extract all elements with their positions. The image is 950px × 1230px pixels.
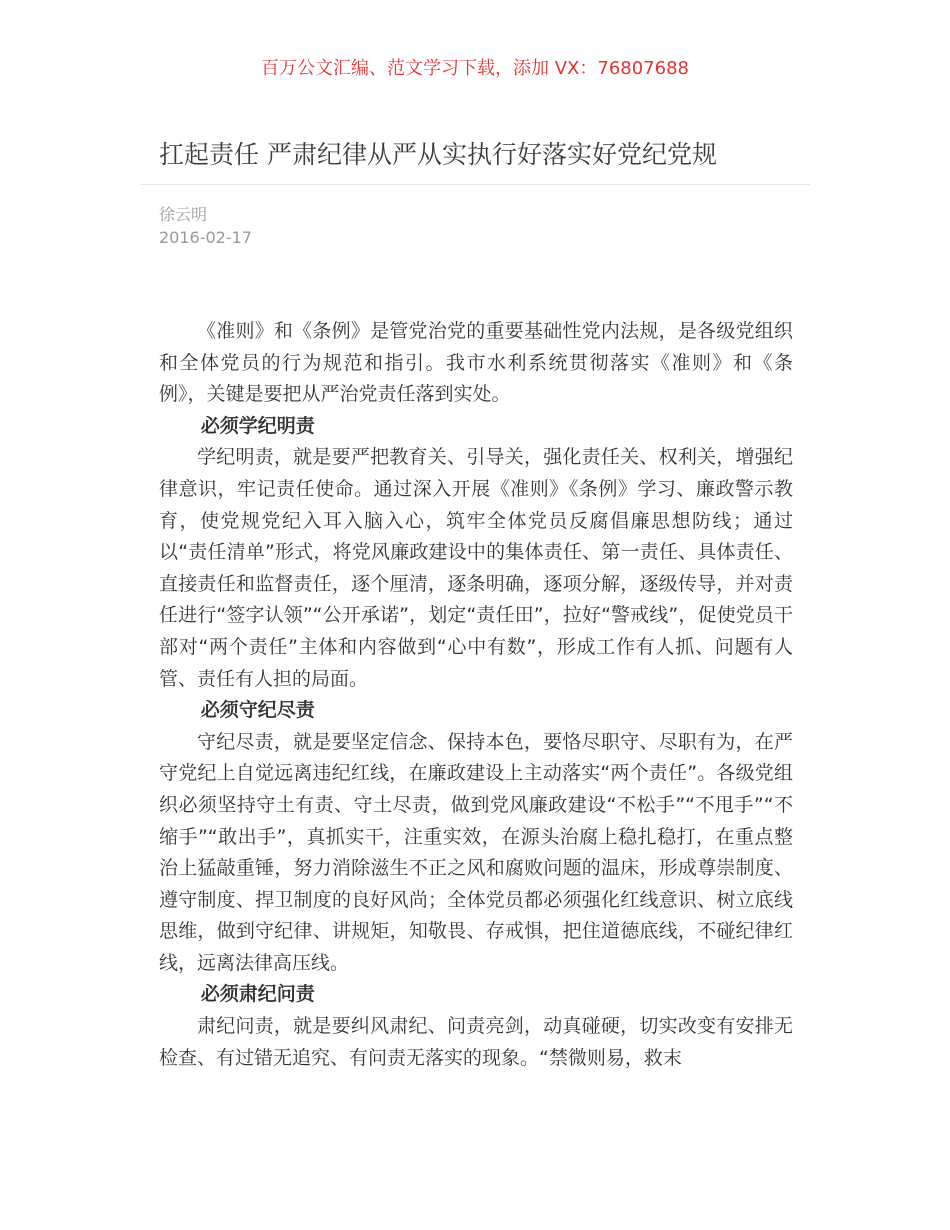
section-paragraph: 肃纪问责，就是要纠风肃纪、问责亮剑，动真碰硬，切实改变有安排无检查、有过错无追究、有问责无落实的现象。“禁微则易，救末 xyxy=(159,1015,793,1069)
section-heading: 必须肃纪问责 xyxy=(200,983,315,1006)
intro-paragraph: 《准则》和《条例》是管党治党的重要基础性党内法规，是各级党组织和全体党员的行为规范和指引。我市水利系统贯彻落实《准则》和《条例》，关键是要把从严治党责任落到实处。 xyxy=(159,320,793,406)
section-heading: 必须守纪尽责 xyxy=(200,699,315,722)
article-date: 2016-02-17 xyxy=(159,228,252,247)
section-heading: 必须学纪明责 xyxy=(200,414,315,437)
section-paragraph: 守纪尽责，就是要坚定信念、保持本色，要恪尽职守、尽职有为，在严守党纪上自觉远离违纪红线，在廉政建设上主动落实“两个责任”。各级党组织必须坚持守土有责、守土尽责，做到党风廉政建设“不松手”“不甩手”“不缩手”“敢出手”，真抓实干，注重实效，在源头治腐上稳扎稳打，在重点整治上猛敲重锤，努力消除滋生不正之风和腐败问题的温床，形成尊崇制度、遵守制度、捍卫制度的良好风尚；全体党员都必须强化红线意识、树立底线思维，做到守纪律、讲规矩，知敬畏、存戒惧，把住道德底线，不碰纪律红线，远离法律高压线。 xyxy=(159,730,793,974)
section-paragraph: 学纪明责，就是要严把教育关、引导关，强化责任关、权利关，增强纪律意识，牢记责任使命。通过深入开展《准则》《条例》学习、廉政警示教育，使党规党纪入耳入脑入心，筑牢全体党员反腐倡廉思想防线；通过以“责任清单”形式，将党风廉政建设中的集体责任、第一责任、具体责任、直接责任和监督责任，逐个厘清，逐条明确，逐项分解，逐级传导，并对责任进行“签字认领”“公开承诺”，划定“责任田”，拉好“警戒线”，促使党员干部对“两个责任”主体和内容做到“心中有数”，形成工作有人抓、问题有人管、责任有人担的局面。 xyxy=(159,446,793,690)
article-title: 扛起责任 严肃纪律从严从实执行好落实好党纪党规 xyxy=(159,140,717,169)
article-meta xyxy=(159,203,252,249)
download-notice: 百万公文汇编、范文学习下载，添加 VX：76807688 xyxy=(261,58,689,79)
article-body xyxy=(159,316,793,1074)
article-author: 徐云明 xyxy=(159,205,208,224)
title-divider xyxy=(140,184,810,185)
